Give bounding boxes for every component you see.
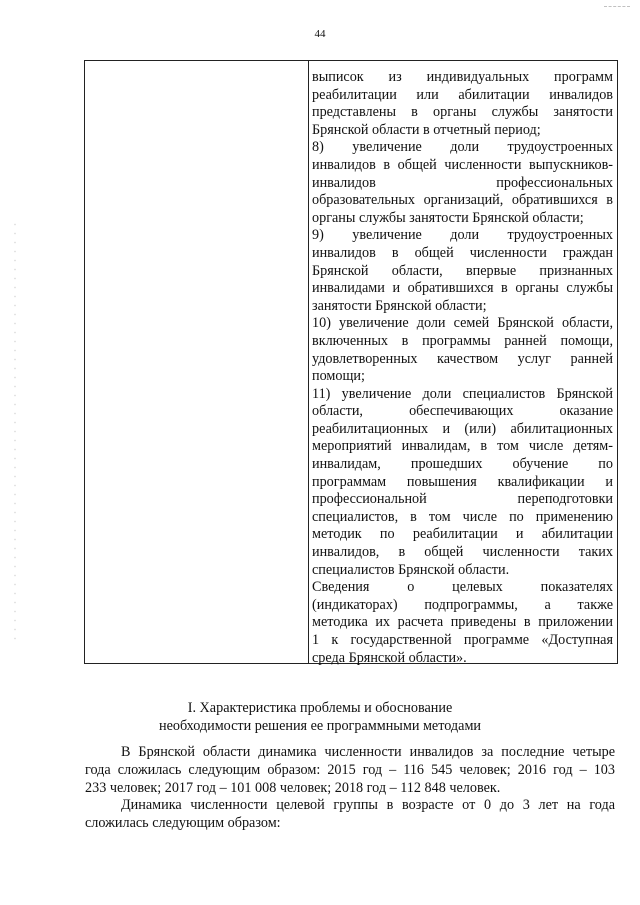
table-text-line: инвалидам, прошедших обучение по [312,456,613,473]
table-text-line: реабилитационных и (или) абилитационных [312,420,613,437]
table-text-line: инвалидов в общей численности выпускников- [312,156,613,173]
table-text-line: методик по реабилитации и абилитации [312,526,613,543]
table-text-line: удовлетворенных качеством услуг ранней [312,350,613,367]
table-text-line: помощи; [312,368,365,385]
table-text-line: представлены в органы службы занятости [312,104,613,121]
table-frame [84,60,618,664]
table-text-line: 10) увеличение доли семей Брянской области, [312,315,613,332]
table-text-line: 9) увеличение доли трудоустроенных [312,227,613,244]
paragraph-line: В Брянской области динамика численности инвалидов за последние четыре [121,744,615,760]
table-text-line: Сведения о целевых показателях [312,579,613,596]
table-text-line: инвалидов, в общей численности таких [312,544,613,561]
page-number: 44 [314,28,326,40]
table-text-line: 1 к государственной программе «Доступная [312,632,613,648]
table-text-line: занятости Брянской области; [312,297,487,314]
table-text-line: образовательных организаций, обратившихся в [312,192,613,209]
table-text-line: специалистов Брянской области. [312,561,510,578]
section-heading-line: необходимости решения ее программными методами [158,717,482,734]
body-paragraphs [85,744,615,833]
table-text-line: области, обеспечивающих оказание [312,403,613,420]
table-text-line: Брянской области, впервые признанных [312,262,613,279]
table-text-line: инвалидами и обратившихся в органы службы [312,280,613,297]
table-text-line: Брянской области в отчетный период; [312,121,541,138]
section-heading [0,700,640,736]
scan-corner-mark [604,6,630,8]
table-text-line: включенных в программы ранней помощи, [312,332,613,349]
table-text-line: профессиональной переподготовки [312,491,613,508]
table-left-cell [85,61,309,663]
table-text-line: специалистов, в том числе по применению [312,508,613,525]
table-text-line: методика их расчета приведены в приложении [312,614,613,631]
table-text-line: органы службы занятости Брянской области; [312,209,584,226]
section-heading-line: I. Характеристика проблемы и обоснование [187,700,453,716]
table-text-line: 11) увеличение доли специалистов Брянской [312,385,613,402]
table-right-cell [312,69,613,667]
paragraph-line: года сложилась следующим образом: 2015 год – 116 545 человек; 2016 год – 103 [85,761,615,778]
table-text-line: мероприятий инвалидам, в том числе детям- [312,438,613,455]
table-text-line: инвалидов в общей численности граждан [312,244,613,261]
table-text-line: инвалидов профессиональных [312,174,613,191]
table-text-line: выписок из индивидуальных программ [312,69,613,85]
table-text-line: (индикаторах) подпрограммы, а также [312,596,613,613]
table-text-line: 8) увеличение доли трудоустроенных [312,139,613,156]
paragraph-line: 233 человек; 2017 год – 101 008 человек; 2018 год – 112 848 человек. [85,779,501,796]
table-text-line: программам повышения квалификации и [312,473,613,490]
scan-side-dots [14,220,16,640]
paragraph-line: Динамика численности целевой группы в возрасте от 0 до 3 лет на года [121,797,615,814]
table-text-line: реабилитации или абилитации инвалидов [312,86,613,103]
table-text-line: среда Брянской области». [312,649,467,666]
paragraph-line: сложилась следующим образом: [85,815,281,832]
